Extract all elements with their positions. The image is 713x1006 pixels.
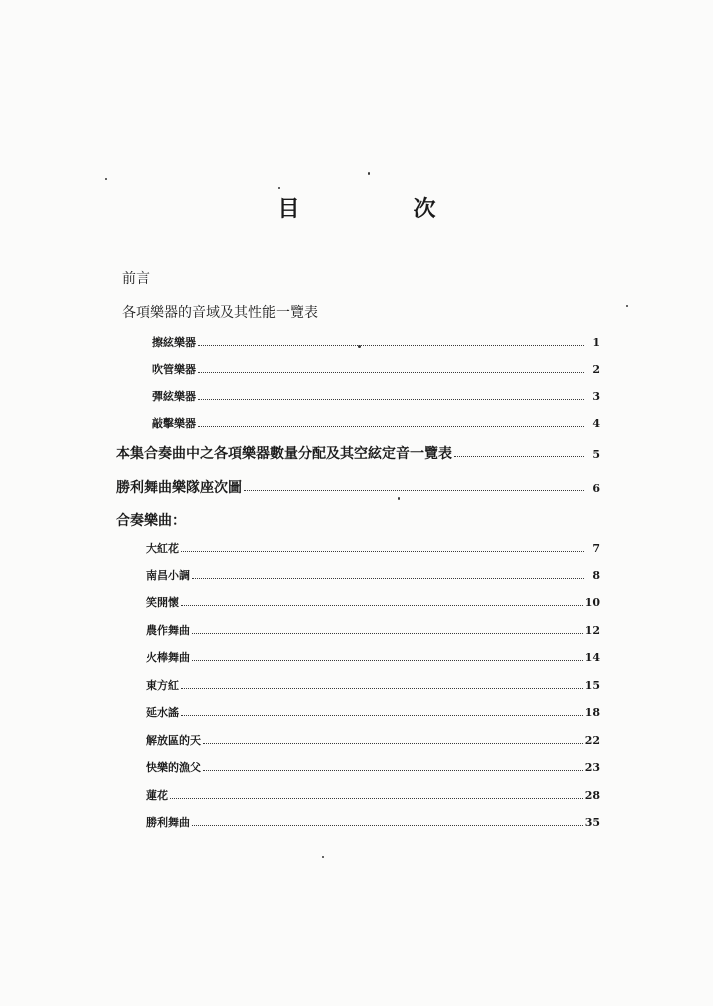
toc-entry-label: 快樂的漁父: [146, 761, 201, 774]
toc-seating: [116, 477, 600, 497]
toc-distribution: [116, 443, 600, 463]
toc-entry-label: 勝利舞曲: [146, 816, 190, 829]
toc-entry-page: 10: [584, 596, 600, 609]
leader-dots: [203, 770, 583, 771]
toc-entry: [146, 677, 600, 693]
leader-dots: [192, 578, 584, 579]
toc-ensemble-heading: [116, 510, 186, 530]
toc-seating-page: 6: [592, 482, 600, 495]
toc-entry: [152, 361, 600, 377]
toc-entry-label: 火棒舞曲: [146, 651, 190, 664]
toc-entry-page: 7: [592, 542, 600, 555]
scan-speck: [368, 172, 370, 175]
toc-entry: [146, 622, 600, 638]
toc-entry-page: 18: [584, 706, 600, 719]
leader-dots: [181, 551, 584, 552]
toc-entry-page: 4: [592, 417, 600, 430]
scan-speck: [105, 178, 107, 180]
toc-entry: [146, 567, 600, 583]
toc-entry-page: 22: [584, 734, 600, 747]
toc-entry-page: 8: [592, 569, 600, 582]
toc-entry: [146, 594, 600, 610]
leader-dots: [198, 399, 584, 400]
toc-entry-label: 延水謠: [146, 706, 179, 719]
toc-preface: [122, 268, 150, 288]
toc-entry: [146, 704, 600, 720]
scan-speck: [358, 345, 361, 348]
toc-entry-label: 東方紅: [146, 679, 179, 692]
toc-entry-label: 敲擊樂器: [152, 417, 196, 430]
toc-entry: [146, 814, 600, 830]
page-title: 目 次: [277, 196, 482, 222]
toc-entry-label: 大紅花: [146, 542, 179, 555]
toc-entry-label: 彈絃樂器: [152, 390, 196, 403]
toc-entry-page: 28: [584, 789, 600, 802]
toc-entry-label: 蓮花: [146, 789, 168, 802]
toc-entry: [146, 732, 600, 748]
toc-entry-label: 擦絃樂器: [152, 336, 196, 349]
toc-entry: [146, 787, 600, 803]
toc-preface-label: 前言: [122, 271, 150, 287]
leader-dots: [181, 605, 583, 606]
toc-entry-page: 14: [584, 651, 600, 664]
scan-speck: [398, 497, 400, 500]
toc-entry-page: 12: [584, 624, 600, 637]
toc-seating-label: 勝利舞曲樂隊座次圖: [116, 480, 242, 496]
toc-entry: [152, 334, 600, 350]
toc-entry-label: 笑開懷: [146, 596, 179, 609]
leader-dots: [203, 743, 583, 744]
leader-dots: [198, 345, 584, 346]
toc-range-table: [122, 302, 318, 322]
leader-dots: [454, 456, 584, 457]
toc-distribution-label: 本集合奏曲中之各項樂器數量分配及其空絃定音一覽表: [116, 446, 452, 462]
toc-entry-page: 3: [592, 390, 600, 403]
toc-entry-label: 南昌小調: [146, 569, 190, 582]
toc-entry: [152, 415, 600, 431]
toc-entry-label: 農作舞曲: [146, 624, 190, 637]
toc-entry-label: 解放區的天: [146, 734, 201, 747]
leader-dots: [192, 825, 583, 826]
leader-dots: [170, 798, 583, 799]
scan-speck: [322, 856, 324, 858]
toc-entry-page: 2: [592, 363, 600, 376]
toc-ensemble-heading-label: 合奏樂曲：: [116, 513, 186, 529]
leader-dots: [198, 372, 584, 373]
toc-entry: [146, 649, 600, 665]
leader-dots: [192, 633, 583, 634]
toc-entry: [146, 759, 600, 775]
scan-speck: [626, 305, 628, 307]
toc-entry-page: 1: [592, 336, 600, 349]
leader-dots: [244, 490, 584, 491]
scan-speck: [278, 187, 280, 189]
toc-distribution-page: 5: [592, 448, 600, 461]
leader-dots: [181, 715, 583, 716]
leader-dots: [181, 688, 583, 689]
toc-entry-page: 35: [584, 816, 600, 829]
toc-entry-page: 23: [584, 761, 600, 774]
leader-dots: [198, 426, 584, 427]
toc-entry: [146, 540, 600, 556]
leader-dots: [192, 660, 583, 661]
toc-range-table-label: 各項樂器的音域及其性能一覽表: [122, 305, 318, 321]
toc-entry: [152, 388, 600, 404]
toc-entry-label: 吹管樂器: [152, 363, 196, 376]
toc-entry-page: 15: [584, 679, 600, 692]
